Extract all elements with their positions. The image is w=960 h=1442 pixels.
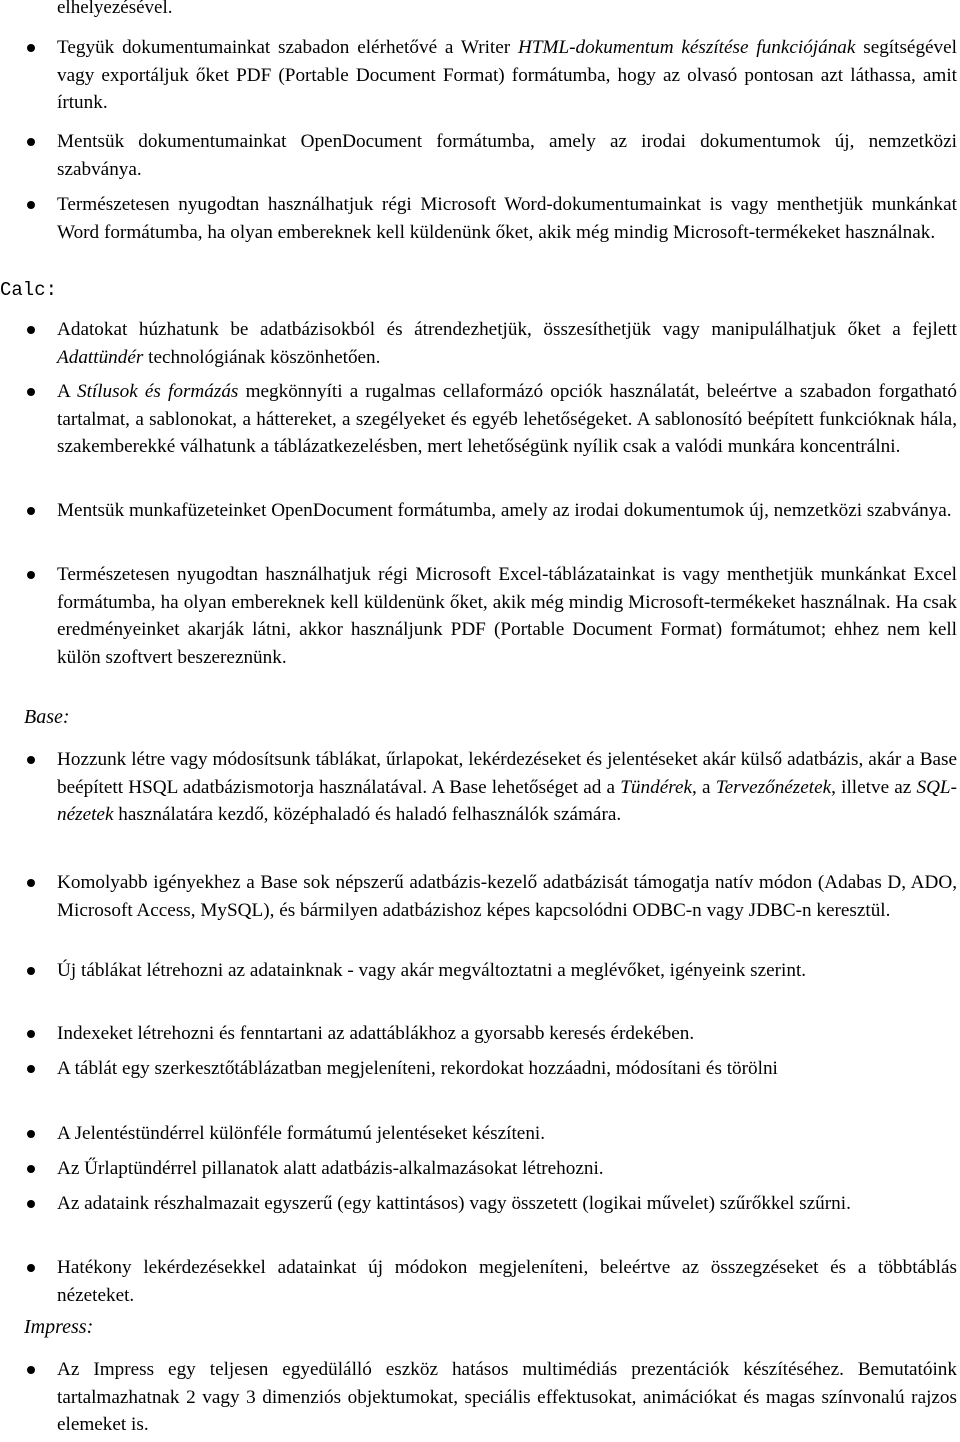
base-list-item	[57, 869, 957, 924]
base-list-item	[57, 1020, 957, 1048]
text-run: , a	[692, 776, 716, 798]
text-run: Az Impress egy teljesen egyedülálló eszköz hatásos multimédiás prezentációk készítéséhez. Bemutatóink tartalmazhatnak 2 vagy 3 dimenziós objektumokat, speciális effektusokat, animációkat és magas színvonalú rajzos elemeket is.	[57, 1359, 957, 1436]
text-run: Indexeket létrehozni és fenntartani az adattáblákhoz a gyorsabb keresés érdekében.	[57, 1023, 695, 1044]
base-list-item	[57, 1190, 957, 1218]
bullet-icon	[27, 1264, 35, 1272]
italic-text: SQL-nézetek	[57, 776, 957, 826]
bullet-icon	[27, 756, 35, 764]
text-run: használatára kezdő, középhaladó és haladó felhasználók számára.	[113, 804, 622, 826]
calc-list-item	[57, 316, 957, 371]
text-run: Hatékony lekérdezésekkel adatainkat új módokon megjeleníteni, beleértve az összegzéseket és a többtáblás nézeteket.	[57, 1257, 957, 1306]
text-run: Komolyabb igényekhez a Base sok népszerű adatbázis-kezelő adatbázisát támogatja natív módon (Adabas D, ADO, Microsoft Access, MySQL), és bármilyen adatbázishoz képes kapcsolódni ODBC-n vagy JDBC-n keresztül.	[57, 872, 957, 921]
calc-heading: Calc:	[0, 279, 58, 301]
italic-text: Tervezőnézetek	[715, 776, 832, 798]
bullet-icon	[27, 1200, 35, 1208]
bullet-icon	[27, 44, 35, 52]
base-list-item	[57, 1155, 957, 1183]
impress-list-item	[57, 1356, 957, 1439]
text-run: A	[57, 381, 77, 402]
text-run: Az adataink részhalmazait egyszerű (egy kattintásos) vagy összetett (logikai művelet) szűrőkkel szűrni.	[57, 1193, 851, 1214]
writer-list-item	[57, 128, 957, 183]
text-run: Természetesen nyugodtan használhatjuk régi Microsoft Excel-táblázatainkat is vagy menthetjük munkánkat Excel formátumba, ha olyan embereknek kell küldenünk őket, akik még mindig Microsoft-termékeket használnak. Ha csak eredményeinket akarják látni, akkor használjunk PDF (Portable Document Format) formátumot; ehhez nem kell külön szoftvert beszereznünk.	[57, 564, 957, 668]
base-list-item	[57, 1120, 957, 1148]
writer-list-item	[57, 191, 957, 246]
italic-text: Stílusok és formázás	[76, 381, 239, 402]
text-run: Természetesen nyugodtan használhatjuk régi Microsoft Word-dokumentumainkat is vagy menthetjük munkánkat Word formátumba, ha olyan embereknek kell küldenünk őket, akik még mindig Microsoft-termékeket használnak.	[57, 194, 957, 243]
text-run: Mentsük munkafüzeteinket OpenDocument formátumba, amely az irodai dokumentumok új, nemzetközi szabványa.	[57, 500, 952, 521]
bullet-icon	[27, 388, 35, 396]
bullet-icon	[27, 1030, 35, 1038]
calc-list-item	[57, 561, 957, 671]
text-run: Tegyük dokumentumainkat szabadon elérhetővé a Writer	[57, 37, 518, 58]
bullet-icon	[27, 201, 35, 209]
bullet-icon	[27, 967, 35, 975]
calc-list-item	[57, 378, 957, 461]
text-run: technológiának köszönhetően.	[143, 346, 381, 368]
base-list-item	[57, 1254, 957, 1309]
bullet-icon	[27, 1130, 35, 1138]
italic-text: HTML-dokumentum készítése funkciójának	[517, 37, 856, 58]
text-run: Az Űrlaptündérrel pillanatok alatt adatbázis-alkalmazásokat létrehozni.	[57, 1158, 604, 1179]
italic-text: Tündérek	[620, 776, 693, 798]
bullet-icon	[27, 138, 35, 146]
bullet-icon	[27, 1165, 35, 1173]
text-fragment: elhelyezésével.	[57, 0, 173, 18]
italic-text: Adattündér	[57, 346, 144, 368]
text-run: Mentsük dokumentumainkat OpenDocument formátumba, amely az irodai dokumentumok új, nemzetközi szabványa.	[57, 131, 957, 180]
base-list-item	[57, 746, 957, 829]
base-list-item	[57, 1055, 957, 1083]
calc-list-item	[57, 497, 957, 525]
text-run: segítségével vagy exportáljuk őket PDF (Portable Document Format) formátumba, hogy az olvasó pontosan azt láthassa, amit írtunk.	[57, 37, 957, 114]
text-run: Hozzunk létre vagy módosítsunk táblákat, űrlapokat, lekérdezéseket és jelentéseket akár külső adatbázis, akár a Base beépített HSQL adatbázismotorja használatával. A Base lehetőséget ad a	[57, 749, 957, 798]
text-run: megkönnyíti a rugalmas cellaformázó opciók használatát, beleértve a szabadon forgatható tartalmat, a sablonokat, a háttereket, a szegélyeket és egyéb lehetőségeket. A sablonosító beépített funkcióknak hála, szakemberekké válhatunk a táblázatkezelésben, mert lehetőségünk nyílik csak a valódi munkára koncentrálni.	[57, 381, 957, 458]
text-run: Adatokat húzhatunk be adatbázisokból és átrendezhetjük, összesíthetjük vagy manipulálhatjuk őket a fejlett	[57, 319, 957, 340]
bullet-icon	[27, 571, 35, 579]
bullet-icon	[27, 326, 35, 334]
text-run: Új táblákat létrehozni az adatainknak - vagy akár megváltoztatni a meglévőket, igényeink szerint.	[57, 960, 807, 981]
writer-list-item	[57, 34, 957, 117]
bullet-icon	[27, 1065, 35, 1073]
text-run: A táblát egy szerkesztőtáblázatban megjeleníteni, rekordokat hozzáadni, módosítani és törölni	[57, 1058, 778, 1079]
text-run: A Jelentéstündérrel különféle formátumú jelentéseket készíteni.	[57, 1123, 546, 1144]
bullet-icon	[27, 507, 35, 515]
bullet-icon	[27, 1366, 35, 1374]
impress-heading: Impress:	[24, 1316, 94, 1338]
text-run: , illetve az	[831, 776, 917, 798]
bullet-icon	[27, 879, 35, 887]
base-list-item	[57, 957, 957, 985]
base-heading: Base:	[24, 706, 70, 728]
